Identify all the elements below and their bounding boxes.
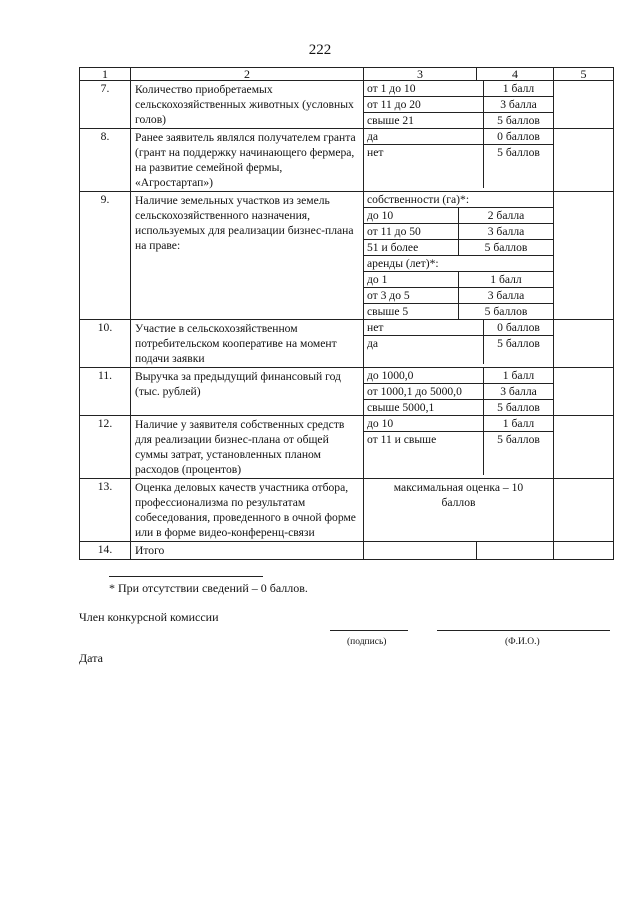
option-score: 1 балл (484, 81, 554, 97)
fio-line (437, 630, 610, 631)
row-number: 13. (80, 479, 131, 542)
options-cell (364, 192, 554, 320)
option-label: свыше 21 (364, 113, 484, 129)
group-title-lease: аренды (лет)*: (364, 256, 553, 272)
option-score: 5 баллов (497, 146, 540, 159)
page-number: 222 (308, 42, 332, 58)
option-label: да (364, 129, 484, 145)
criterion-text: Наличие земельных участков из земель сельскохозяйственного назначения, используемых для реализации бизнес-плана на праве: (131, 192, 364, 320)
table-row-total (80, 542, 614, 560)
result-cell (554, 320, 614, 368)
option-score: 5 баллов (484, 305, 528, 318)
option-score: 0 баллов (484, 129, 554, 145)
row-number: 12. (80, 416, 131, 479)
option-label: до 10 (364, 416, 484, 432)
result-cell (554, 368, 614, 416)
footnote-divider (109, 576, 263, 577)
header-col-1: 1 (80, 68, 131, 81)
header-col-2: 2 (131, 68, 364, 81)
result-cell (554, 479, 614, 542)
table-row (80, 416, 614, 479)
option-label: свыше 5 (364, 304, 459, 320)
option-label: 51 и более (364, 240, 459, 256)
option-label: от 11 до 20 (364, 97, 484, 113)
row-number: 11. (80, 368, 131, 416)
table-row (80, 479, 614, 542)
options-cell (364, 320, 554, 368)
option-score: 5 баллов (497, 337, 540, 350)
option-label: от 11 и свыше (364, 432, 484, 476)
row-number: 8. (80, 129, 131, 192)
option-score: 1 балл (459, 272, 554, 288)
header-col-4: 4 (477, 68, 554, 81)
option-score: 5 баллов (459, 240, 554, 256)
header-col-3: 3 (364, 68, 477, 81)
commission-member-label: Член конкурсной комиссии (79, 610, 219, 624)
option-label: нет (364, 320, 484, 336)
option-score: 1 балл (484, 416, 554, 432)
criterion-text: Итого (131, 542, 364, 560)
signature-line (330, 630, 408, 631)
option-label: от 11 до 50 (364, 224, 459, 240)
option-score: 3 балла (459, 288, 554, 304)
date-label: Дата (79, 651, 103, 665)
result-cell (554, 416, 614, 479)
criterion-text: Участие в сельскохозяйственном потребительском кооперативе на момент подачи заявки (131, 320, 364, 368)
option-score: 1 балл (484, 368, 554, 384)
option-label: до 10 (364, 208, 459, 224)
option-score: 3 балла (484, 97, 554, 113)
option-label: нет (364, 145, 484, 189)
criteria-table (79, 67, 614, 560)
criterion-text: Наличие у заявителя собственных средств для реализации бизнес-плана от общей суммы затрат, установленных планом расходов (процентов) (131, 416, 364, 479)
group-title-ownership: собственности (га)*: (364, 192, 553, 208)
header-col-5: 5 (554, 68, 614, 81)
fio-label: (Ф.И.О.) (505, 637, 540, 647)
option-score: 2 балла (459, 208, 554, 224)
row-number: 14. (80, 542, 131, 560)
table-row (80, 192, 614, 320)
option-score: 3 балла (459, 224, 554, 240)
options-cell (364, 416, 554, 479)
table-header-row (80, 68, 614, 81)
option-score: 0 баллов (484, 320, 554, 336)
table-row (80, 368, 614, 416)
option-label: от 3 до 5 (364, 288, 459, 304)
option-label: до 1000,0 (364, 368, 484, 384)
criterion-text: Ранее заявитель являлся получателем гранта (грант на поддержку начинающего фермера, на развитие семейной фермы, «Агростартап») (131, 129, 364, 192)
criterion-text: Количество приобретаемых сельскохозяйственных животных (условных голов) (131, 81, 364, 129)
row-number: 10. (80, 320, 131, 368)
footnote: * При отсутствии сведений – 0 баллов. (109, 581, 308, 595)
criterion-text: Выручка за предыдущий финансовый год (тыс. рублей) (131, 368, 364, 416)
row-number: 9. (80, 192, 131, 320)
empty-cell (364, 542, 477, 560)
options-cell (364, 81, 554, 129)
empty-cell (477, 542, 554, 560)
table-row (80, 129, 614, 192)
max-score-cell: максимальная оценка – 10 баллов (364, 479, 554, 542)
option-label: да (364, 336, 484, 365)
option-label: от 1 до 10 (364, 81, 484, 97)
result-cell (554, 129, 614, 192)
result-cell (554, 81, 614, 129)
option-score: 5 баллов (497, 433, 540, 446)
row-number: 7. (80, 81, 131, 129)
option-score: 5 баллов (497, 114, 540, 127)
option-label: от 1000,1 до 5000,0 (364, 384, 484, 400)
criterion-text: Оценка деловых качеств участника отбора, профессионализма по результатам собеседования, проведенного в очной форме или в форме видео-конференц-связи (131, 479, 364, 542)
option-label: до 1 (364, 272, 459, 288)
signature-label: (подпись) (347, 637, 387, 647)
options-cell (364, 368, 554, 416)
option-label: свыше 5000,1 (364, 400, 484, 416)
result-cell (554, 192, 614, 320)
option-score: 5 баллов (497, 401, 540, 414)
table-row (80, 320, 614, 368)
table-row (80, 81, 614, 129)
options-cell (364, 129, 554, 192)
result-cell (554, 542, 614, 560)
option-score: 3 балла (484, 384, 554, 400)
